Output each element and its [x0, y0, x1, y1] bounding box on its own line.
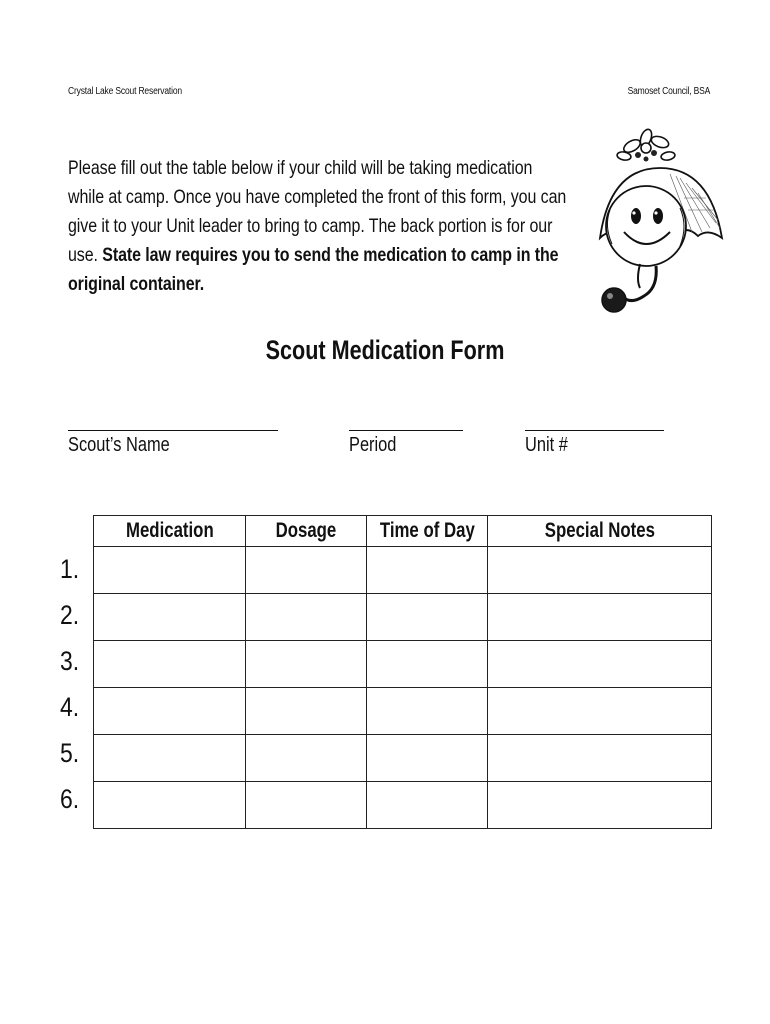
time-of-day-cell[interactable] — [367, 547, 488, 594]
medicine-mascot-illustration — [580, 128, 730, 324]
col-header-time-of-day: Time of Day — [367, 516, 488, 547]
unit-line[interactable] — [525, 430, 664, 431]
table-row — [94, 688, 712, 735]
form-title: Scout Medication Form — [265, 335, 505, 365]
table-row — [94, 641, 712, 688]
medication-cell[interactable] — [94, 735, 246, 782]
table-header-row — [94, 516, 712, 547]
medication-cell[interactable] — [94, 782, 246, 829]
dosage-cell[interactable] — [246, 547, 367, 594]
time-of-day-cell[interactable] — [367, 782, 488, 829]
time-of-day-cell[interactable] — [367, 594, 488, 641]
special-notes-cell[interactable] — [488, 782, 712, 829]
period-label: Period — [349, 434, 397, 456]
col-header-special-notes: Special Notes — [488, 516, 712, 547]
special-notes-cell[interactable] — [488, 594, 712, 641]
medication-cell[interactable] — [94, 641, 246, 688]
special-notes-cell[interactable] — [488, 547, 712, 594]
row-number-6: 6. — [60, 784, 80, 814]
medication-cell[interactable] — [94, 594, 246, 641]
row-number-2: 2. — [60, 600, 80, 630]
header-right-text: Samoset Council, BSA — [627, 86, 710, 97]
period-line[interactable] — [349, 430, 463, 431]
table-row — [94, 735, 712, 782]
row-number-5: 5. — [60, 738, 80, 768]
medication-cell[interactable] — [94, 547, 246, 594]
row-number-1: 1. — [60, 554, 80, 584]
table-row — [94, 594, 712, 641]
dosage-cell[interactable] — [246, 594, 367, 641]
dosage-cell[interactable] — [246, 735, 367, 782]
col-header-medication: Medication — [94, 516, 246, 547]
medication-cell[interactable] — [94, 688, 246, 735]
dosage-cell[interactable] — [246, 641, 367, 688]
time-of-day-cell[interactable] — [367, 688, 488, 735]
col-header-dosage: Dosage — [246, 516, 367, 547]
intro-text: Please fill out the table below if your child will be taking medication while at camp. Once you have completed the front of this form, you can give it to your Unit leader to bring to camp. The back portion is for our use. — [68, 157, 567, 266]
time-of-day-cell[interactable] — [367, 641, 488, 688]
dosage-cell[interactable] — [246, 782, 367, 829]
row-number-3: 3. — [60, 646, 80, 676]
intro-bold-text: State law requires you to send the medication to camp in the original container. — [68, 244, 559, 295]
unit-label: Unit # — [525, 434, 568, 456]
header-left-text: Crystal Lake Scout Reservation — [68, 86, 182, 97]
table-row — [94, 782, 712, 829]
special-notes-cell[interactable] — [488, 688, 712, 735]
scout-name-line[interactable] — [68, 430, 278, 431]
special-notes-cell[interactable] — [488, 641, 712, 688]
time-of-day-cell[interactable] — [367, 735, 488, 782]
table-row — [94, 547, 712, 594]
row-number-4: 4. — [60, 692, 80, 722]
intro-paragraph — [68, 154, 568, 299]
dosage-cell[interactable] — [246, 688, 367, 735]
special-notes-cell[interactable] — [488, 735, 712, 782]
scout-name-label: Scout’s Name — [68, 434, 170, 456]
medication-table — [93, 515, 712, 829]
